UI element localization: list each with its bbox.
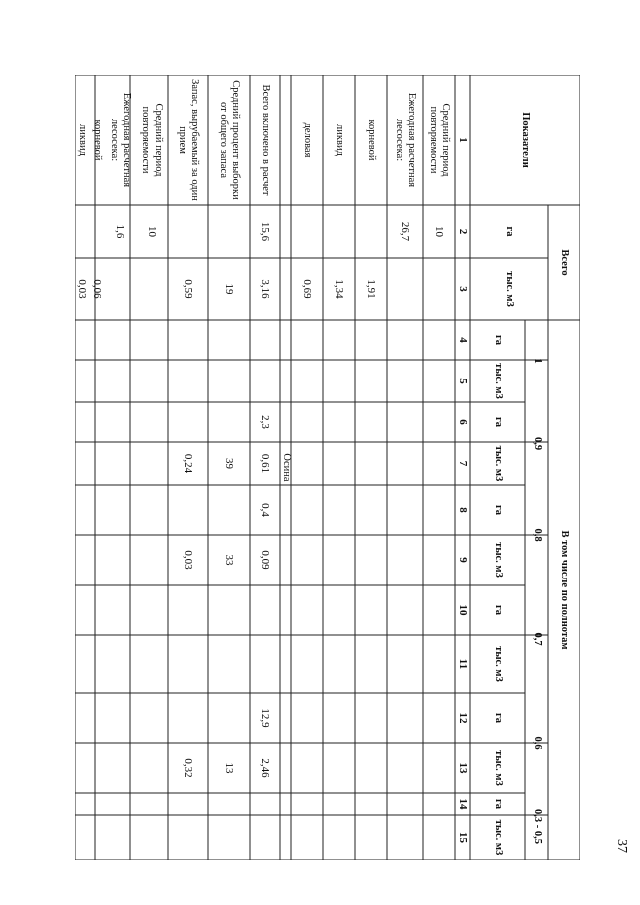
header-total: Всего — [559, 249, 571, 276]
row-label: Запас, вырубаемый за один прием — [177, 79, 201, 201]
header-unit: тыс. м3 — [492, 363, 504, 399]
header-total-ha: га — [504, 226, 516, 237]
col-number: 2 — [456, 228, 469, 235]
table-cell: 2,3 — [259, 415, 272, 429]
table-cell: 0,03 — [75, 279, 88, 299]
page-number: 37 — [614, 839, 629, 853]
table-cell: 3,16 — [259, 279, 272, 299]
row-label: корневой — [366, 119, 378, 161]
header-density-6: 0,3 - 0,5 — [531, 809, 543, 844]
row-label: корневой — [91, 119, 103, 161]
row-label: Ежегодная расчетная лесосека: — [109, 92, 133, 188]
col-number: 12 — [456, 712, 469, 724]
header-indicators: Показатели — [520, 112, 532, 168]
col-number: 14 — [456, 798, 469, 810]
table-cell: 1,6 — [114, 224, 127, 239]
table-cell: 2,46 — [259, 758, 272, 778]
table-cell: 13 — [223, 762, 236, 774]
table-cell: 0,09 — [259, 550, 272, 570]
header-density-1: 1 — [531, 358, 543, 364]
header-density-3: 0,8 — [531, 528, 543, 542]
table-cell: 15,6 — [259, 221, 272, 242]
header-unit: га — [492, 712, 504, 724]
col-number: 8 — [456, 507, 469, 513]
table-cell: 10 — [145, 226, 158, 237]
header-unit: тыс. м3 — [492, 819, 504, 856]
table-cell: 0,61 — [259, 453, 272, 474]
header-density-4: 0,7 — [531, 632, 543, 646]
col-number: 6 — [456, 419, 469, 425]
table-cell: 0,59 — [182, 279, 195, 299]
table-cell: 0,4 — [259, 503, 272, 517]
row-label: Средний процент выборки от общего запаса — [218, 80, 242, 200]
header-density-5: 0,6 — [531, 736, 543, 750]
row-label: ликвид — [76, 124, 88, 156]
table-cell: 1,91 — [365, 279, 378, 299]
col-number: 4 — [456, 337, 469, 343]
table-cell: 0,06 — [90, 279, 103, 299]
col-number: 5 — [456, 378, 469, 384]
header-unit: тыс. м3 — [492, 750, 504, 786]
header-unit: га — [492, 416, 504, 428]
header-unit: га — [492, 798, 504, 810]
col-number: 1 — [456, 137, 469, 143]
table-cell: 12,9 — [259, 708, 272, 728]
row-label: Средний период повторяемости — [140, 103, 164, 177]
table-cell: 10 — [433, 226, 446, 237]
col-number: 7 — [456, 460, 469, 467]
table-cell: 1,34 — [333, 279, 346, 299]
table-cell: 0,24 — [182, 453, 195, 474]
header-density-2: 0,9 — [531, 436, 543, 451]
header-unit: га — [492, 334, 504, 346]
density-table — [75, 75, 580, 860]
table-cell: 39 — [223, 458, 236, 469]
col-number: 9 — [456, 557, 469, 563]
col-number: 10 — [456, 604, 469, 616]
col-number: 3 — [456, 286, 469, 292]
row-label: ликвид — [334, 124, 346, 156]
section-label: Осина — [280, 453, 292, 482]
row-label: деловая — [302, 122, 314, 158]
table-cell: 0,32 — [182, 758, 195, 778]
table-cell: 26,7 — [399, 221, 412, 242]
table-cell: 33 — [223, 554, 236, 566]
table-cell: 0,03 — [182, 550, 195, 570]
header-unit: тыс. м3 — [492, 445, 504, 482]
header-total-vol: тыс. м3 — [504, 271, 516, 307]
table-cell: 0,69 — [301, 279, 314, 299]
row-label: Средний период повторяемости — [428, 103, 452, 177]
col-number: 15 — [456, 832, 469, 843]
header-unit: тыс. м3 — [492, 542, 504, 578]
row-label: Ежегодная расчетная лесосека: — [394, 92, 418, 188]
row-label: Всего включено в расчет — [260, 84, 272, 196]
header-unit: га — [492, 504, 504, 516]
header-unit: тыс. м3 — [492, 646, 504, 682]
col-number: 11 — [456, 658, 469, 670]
table-cell: 19 — [223, 283, 236, 295]
header-unit: га — [492, 604, 504, 616]
header-by-density: В том числе по полнотам — [559, 530, 571, 650]
col-number: 13 — [456, 762, 469, 774]
